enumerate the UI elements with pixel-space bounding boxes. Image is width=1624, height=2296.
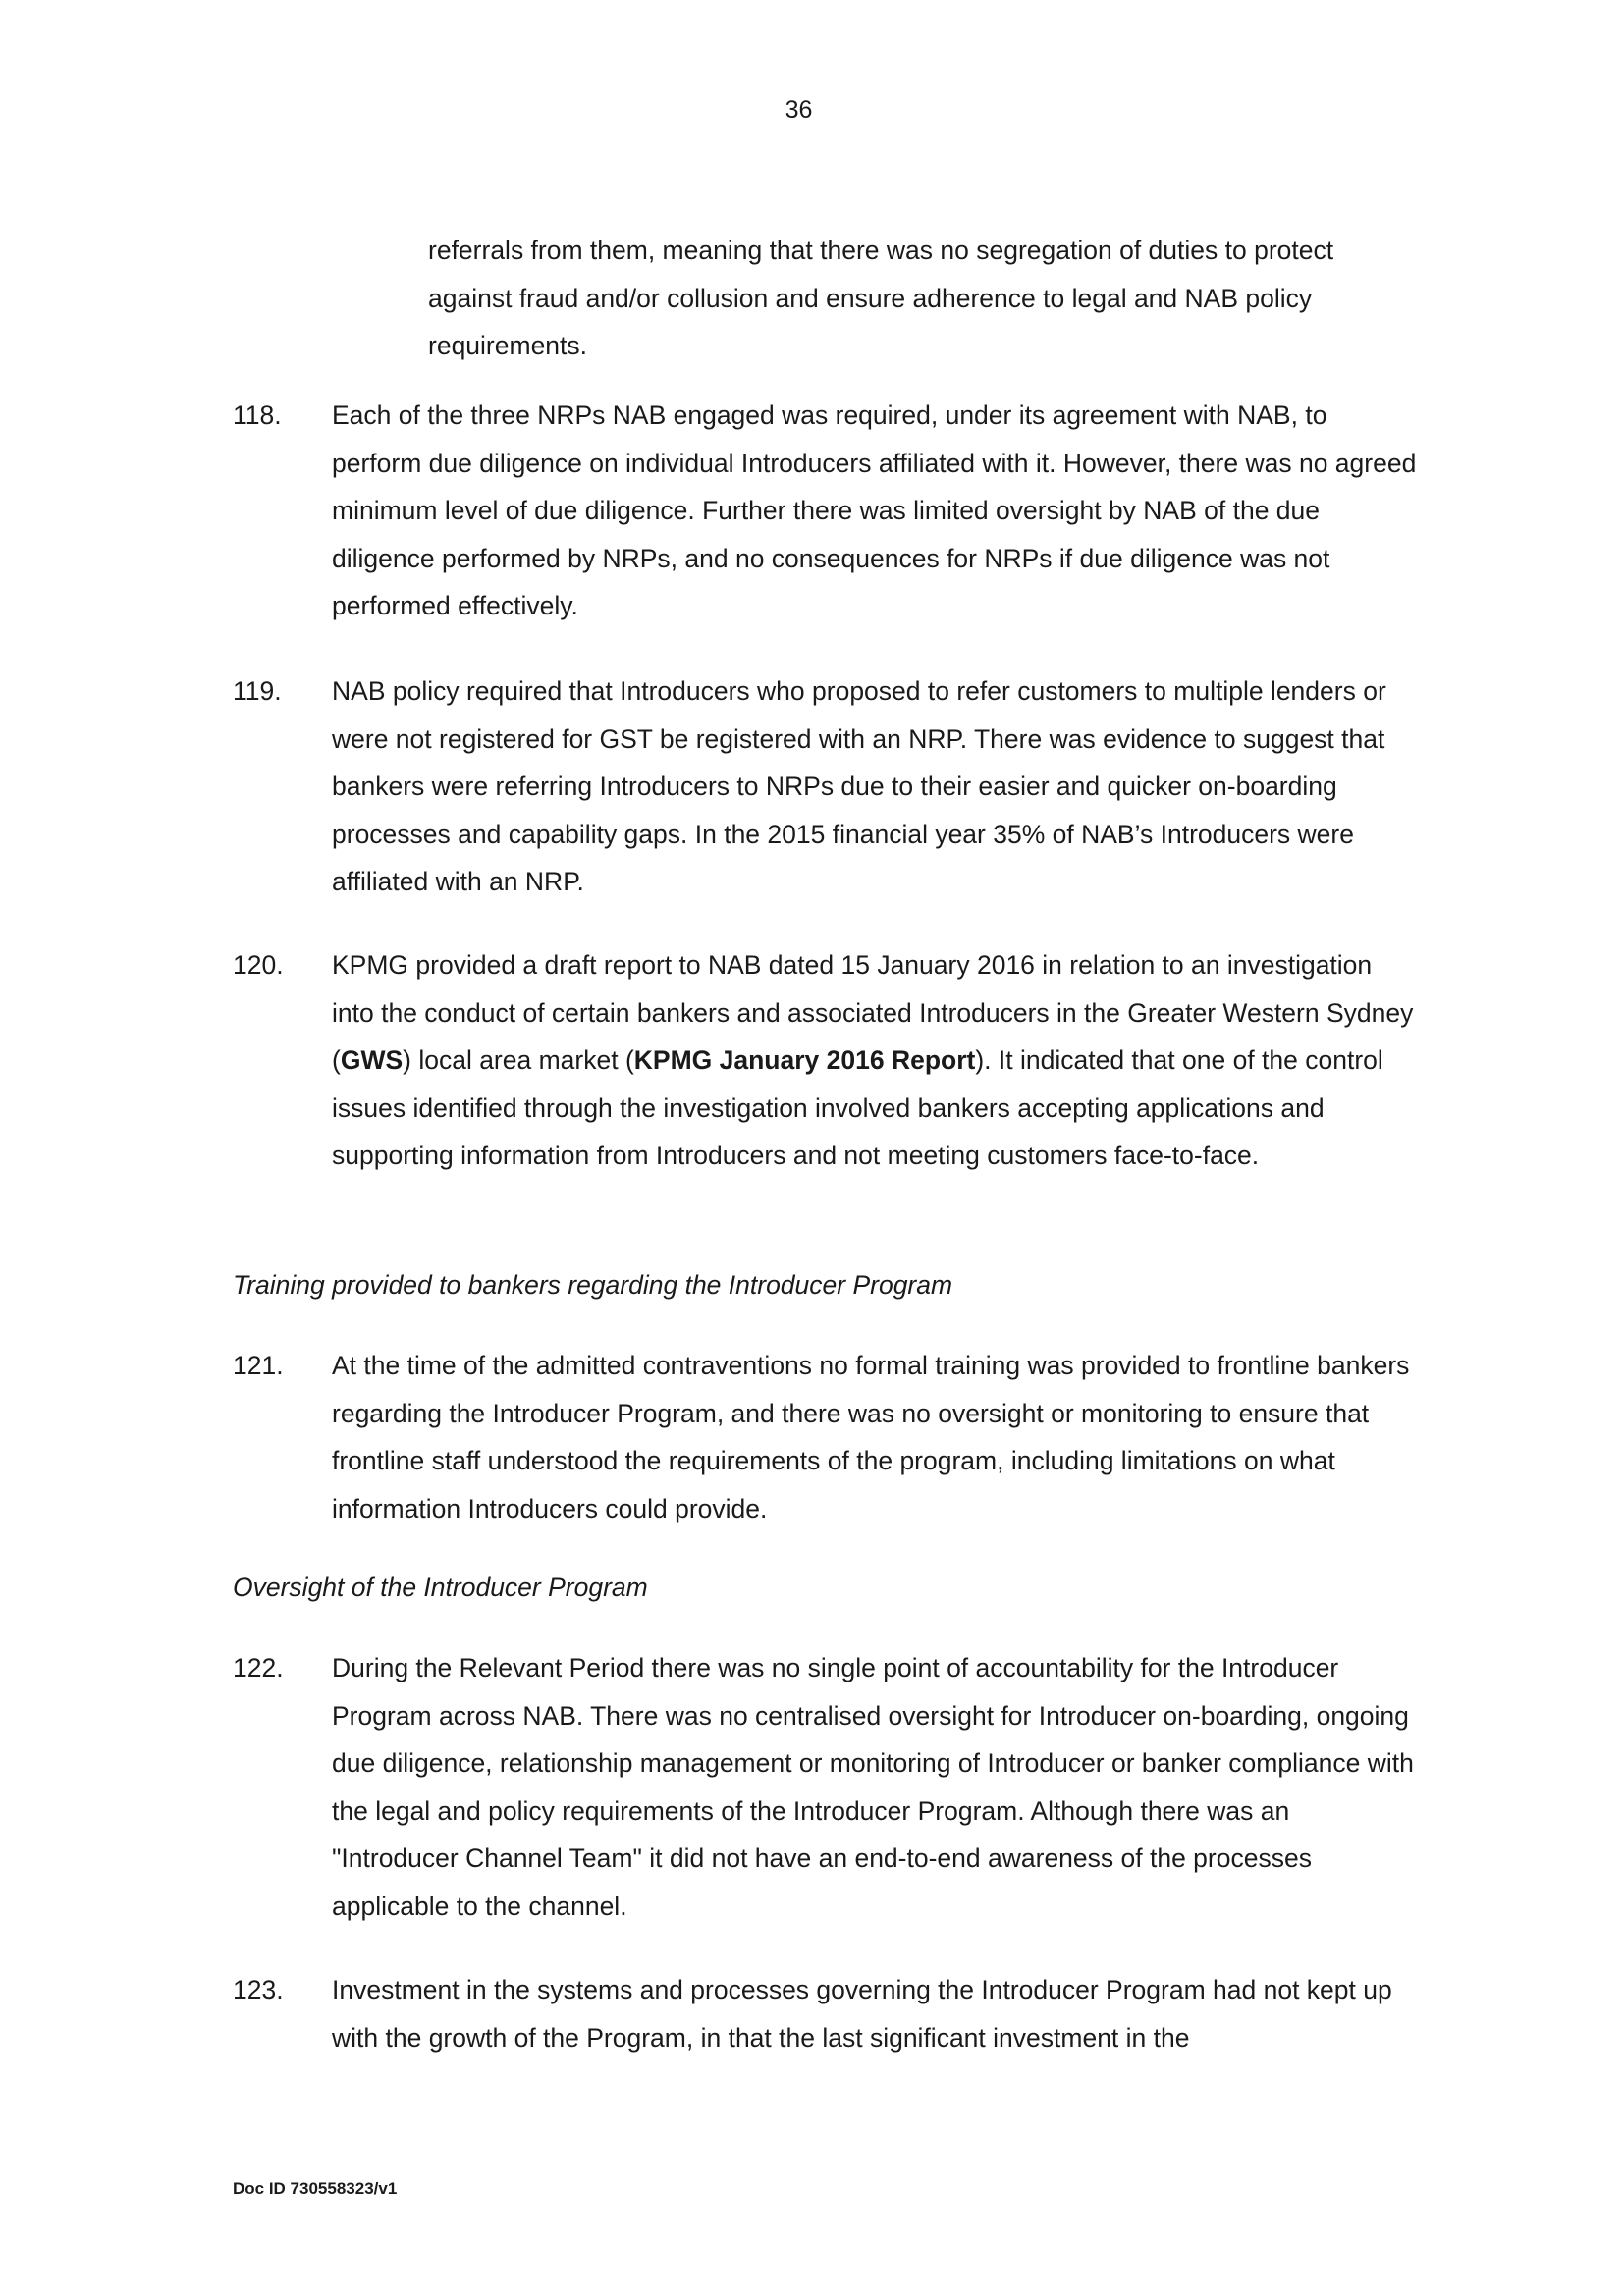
continuation-paragraph: referrals from them, meaning that there was no segregation of duties to protect against fraud and/or collusion and ensure adherence to legal and NAB policy requirements.: [428, 236, 1334, 360]
section-heading-training: Training provided to bankers regarding the Introducer Program: [233, 1270, 953, 1300]
section-heading-oversight: Oversight of the Introducer Program: [233, 1573, 648, 1602]
defined-term: KPMG January 2016 Report: [633, 1045, 976, 1075]
paragraph-120: [233, 941, 1421, 1180]
paragraph-121: [233, 1342, 1421, 1532]
paragraph-number: 119.: [233, 676, 282, 706]
paragraph-text: During the Relevant Period there was no single point of accountability for the Introducer Program across NAB. There was no centralised oversight for Introducer on-boarding, ongoing due diligence, relationship management or monitoring of Introducer or banker compliance with the legal and policy requirements of the Introducer Program. Although there was an "Introducer Channel Team" it did not have an end-to-end awareness of the processes applicable to the channel.: [332, 1653, 1414, 1921]
paragraph-number: 118.: [233, 400, 282, 430]
paragraph-number: 122.: [233, 1653, 284, 1682]
paragraph-122: [233, 1644, 1421, 1930]
paragraph-text: Investment in the systems and processes governing the Introducer Program had not kept up with the growth of the Program, in that the last significant investment in the: [332, 1975, 1392, 2053]
paragraph-text: At the time of the admitted contraventions no formal training was provided to frontline bankers regarding the Introducer Program, and there was no oversight or monitoring to ensure that frontline staff understood the requirements of the program, including limitations on what information Introducers could provide.: [332, 1351, 1410, 1523]
paragraph-number: 120.: [233, 950, 284, 980]
paragraph-number: 123.: [233, 1975, 284, 2004]
defined-term: GWS: [340, 1045, 404, 1075]
text-segment: ) local area market (: [403, 1045, 634, 1075]
text-segment: ). It indicated that one of the control issues identified through the investigation involved bankers accepting applications and supporting information from Introducers and not meeting customers face-to-face.: [332, 1045, 1383, 1170]
doc-id-footer: Doc ID 730558323/v1: [233, 2179, 398, 2198]
paragraph-123: [233, 1966, 1421, 2061]
paragraph-text: Each of the three NRPs NAB engaged was required, under its agreement with NAB, to perform due diligence on individual Introducers affiliated with it. However, there was no agreed minimum level of due diligence. Further there was limited oversight by NAB of the due diligence performed by NRPs, and no consequences for NRPs if due diligence was not performed effectively.: [332, 400, 1417, 620]
paragraph-number: 121.: [233, 1351, 284, 1380]
text-segment: KPMG provided a draft report to NAB dated 15 January 2016 in relation to an investigation into the conduct of certain bankers and associated Introducers in the Greater Western Sydney (: [332, 950, 1414, 1075]
page-number: 36: [785, 96, 813, 124]
paragraph-text: NAB policy required that Introducers who proposed to refer customers to multiple lenders or were not registered for GST be registered with an NRP. There was evidence to suggest that bankers were referring Introducers to NRPs due to their easier and quicker on-boarding processes and capability gaps. In the 2015 financial year 35% of NAB’s Introducers were affiliated with an NRP.: [332, 676, 1386, 896]
paragraph-119: [233, 667, 1421, 906]
paragraph-118: [233, 392, 1421, 630]
paragraph-text: [332, 941, 1421, 1180]
